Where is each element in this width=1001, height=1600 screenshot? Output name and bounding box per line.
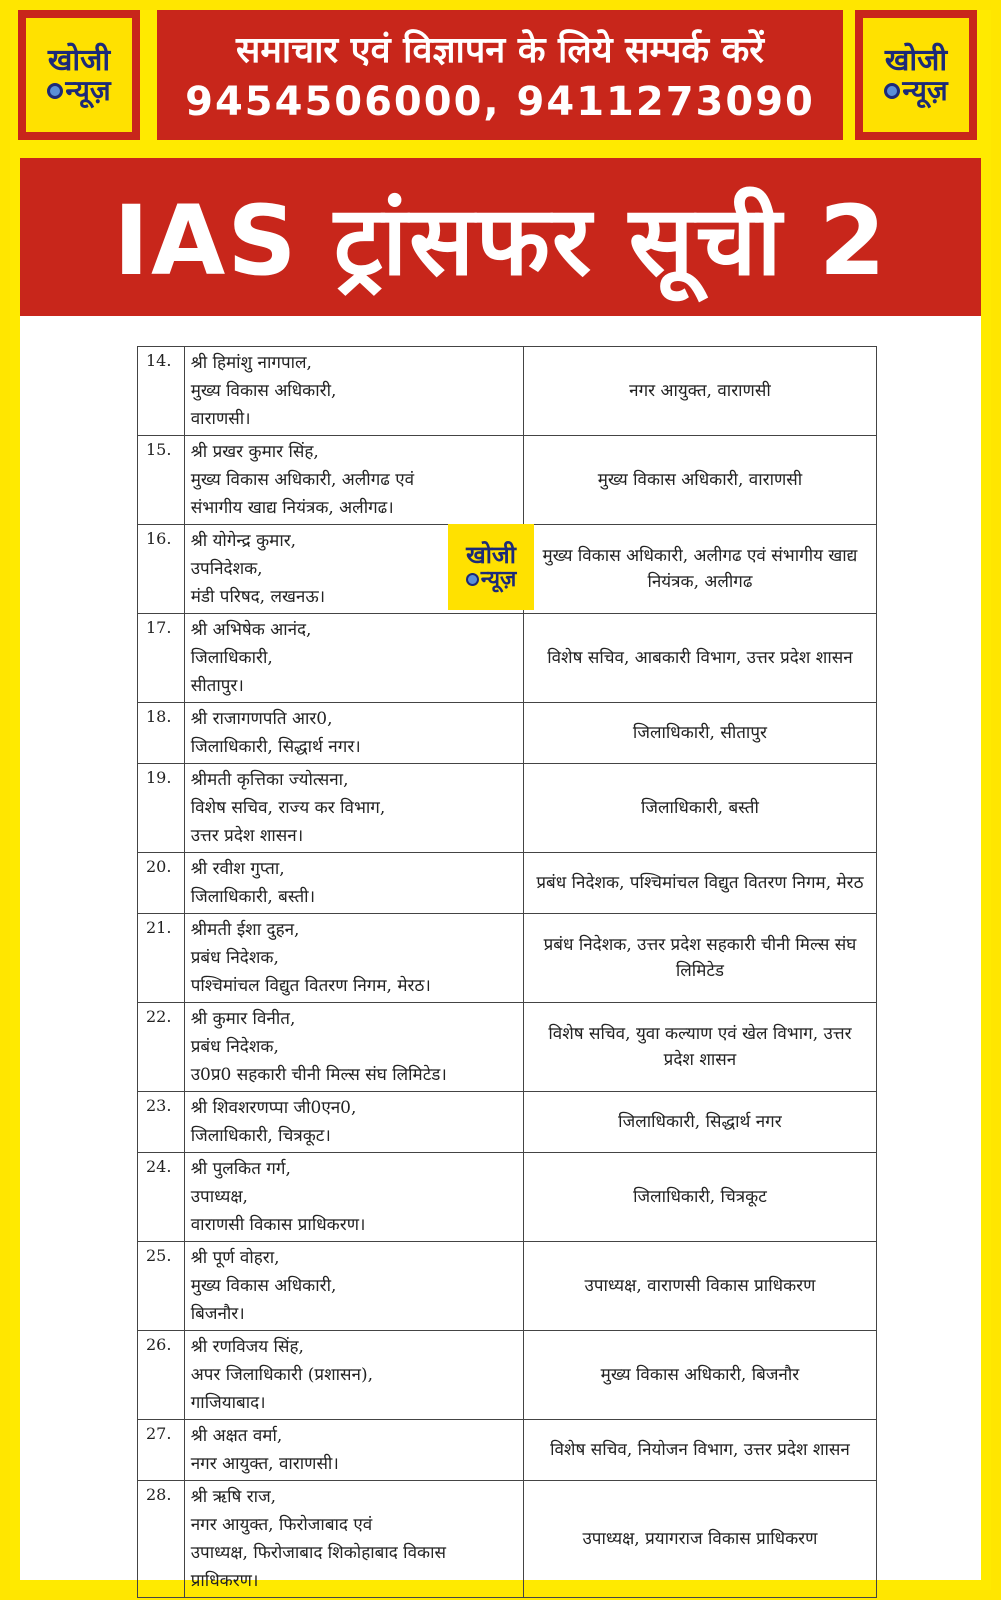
from-cell: श्री कुमार विनीत, प्रबंध निदेशक, उ0प्र0 सहकारी चीनी मिल्स संघ लिमिटेड। — [184, 1003, 523, 1092]
row-number: 16. — [138, 525, 185, 614]
to-cell: मुख्य विकास अधिकारी, अलीगढ एवं संभागीय खाद्य नियंत्रक, अलीगढ — [523, 525, 876, 614]
row-number: 22. — [138, 1003, 185, 1092]
from-cell: श्री शिवशरणप्पा जी0एन0, जिलाधिकारी, चित्रकूट। — [184, 1092, 523, 1153]
from-cell: श्री रवीश गुप्ता, जिलाधिकारी, बस्ती। — [184, 853, 523, 914]
from-cell: श्री हिमांशु नागपाल, मुख्य विकास अधिकारी, वाराणसी। — [184, 347, 523, 436]
from-cell: श्री रणविजय सिंह, अपर जिलाधिकारी (प्रशासन), गाजियाबाद। — [184, 1331, 523, 1420]
to-cell: मुख्य विकास अधिकारी, बिजनौर — [523, 1331, 876, 1420]
to-cell: विशेष सचिव, नियोजन विभाग, उत्तर प्रदेश शासन — [523, 1420, 876, 1481]
from-cell: श्री पूर्ण वोहरा, मुख्य विकास अधिकारी, बिजनौर। — [184, 1242, 523, 1331]
row-number: 26. — [138, 1331, 185, 1420]
watermark-logo — [448, 524, 534, 610]
row-number: 20. — [138, 853, 185, 914]
row-number: 25. — [138, 1242, 185, 1331]
table-row — [138, 1481, 877, 1598]
to-cell: जिलाधिकारी, सीतापुर — [523, 703, 876, 764]
logo-right — [855, 10, 977, 140]
table-row — [138, 1003, 877, 1092]
logo-text-2: न्यूज़ — [65, 74, 111, 108]
row-number: 28. — [138, 1481, 185, 1598]
row-number: 23. — [138, 1092, 185, 1153]
to-cell: उपाध्यक्ष, वाराणसी विकास प्राधिकरण — [523, 1242, 876, 1331]
magnifier-icon — [884, 83, 900, 99]
table-row — [138, 1153, 877, 1242]
table-row — [138, 347, 877, 436]
table-row — [138, 1242, 877, 1331]
page-title: IAS ट्रांसफर सूची 2 — [20, 158, 981, 316]
from-cell: श्रीमती कृत्तिका ज्योत्सना, विशेष सचिव, राज्य कर विभाग, उत्तर प्रदेश शासन। — [184, 764, 523, 853]
to-cell: प्रबंध निदेशक, उत्तर प्रदेश सहकारी चीनी मिल्स संघ लिमिटेड — [523, 914, 876, 1003]
table-row — [138, 614, 877, 703]
row-number: 17. — [138, 614, 185, 703]
logo-text-2: न्यूज़ — [902, 74, 948, 108]
logo-left — [18, 10, 140, 140]
contact-banner — [157, 10, 843, 140]
row-number: 18. — [138, 703, 185, 764]
table-row — [138, 436, 877, 525]
table-row — [138, 914, 877, 1003]
to-cell: उपाध्यक्ष, प्रयागराज विकास प्राधिकरण — [523, 1481, 876, 1598]
table-row — [138, 1331, 877, 1420]
magnifier-icon — [466, 573, 479, 586]
row-number: 24. — [138, 1153, 185, 1242]
contact-phones: 9454506000, 9411273090 — [185, 79, 815, 125]
table-row — [138, 1420, 877, 1481]
from-cell: श्री अभिषेक आनंद, जिलाधिकारी, सीतापुर। — [184, 614, 523, 703]
table-row — [138, 764, 877, 853]
from-cell: श्री प्रखर कुमार सिंह, मुख्य विकास अधिकारी, अलीगढ एवं संभागीय खाद्य नियंत्रक, अलीगढ। — [184, 436, 523, 525]
from-cell: श्री ऋषि राज, नगर आयुक्त, फिरोजाबाद एवं उपाध्यक्ष, फिरोजाबाद शिकोहाबाद विकास प्राधिकरण। — [184, 1481, 523, 1598]
magnifier-icon — [47, 83, 63, 99]
table-row — [138, 853, 877, 914]
row-number: 27. — [138, 1420, 185, 1481]
to-cell: जिलाधिकारी, सिद्धार्थ नगर — [523, 1092, 876, 1153]
to-cell: प्रबंध निदेशक, पश्चिमांचल विद्युत वितरण निगम, मेरठ — [523, 853, 876, 914]
from-cell: श्री राजागणपति आर0, जिलाधिकारी, सिद्धार्थ नगर। — [184, 703, 523, 764]
from-cell: श्री पुलकित गर्ग, उपाध्यक्ष, वाराणसी विकास प्राधिकरण। — [184, 1153, 523, 1242]
row-number: 14. — [138, 347, 185, 436]
from-cell: श्री अक्षत वर्मा, नगर आयुक्त, वाराणसी। — [184, 1420, 523, 1481]
table-row — [138, 703, 877, 764]
from-cell: श्रीमती ईशा दुहन, प्रबंध निदेशक, पश्चिमांचल विद्युत वितरण निगम, मेरठ। — [184, 914, 523, 1003]
to-cell: विशेष सचिव, युवा कल्याण एवं खेल विभाग, उत्तर प्रदेश शासन — [523, 1003, 876, 1092]
to-cell: विशेष सचिव, आबकारी विभाग, उत्तर प्रदेश शासन — [523, 614, 876, 703]
transfer-list — [20, 316, 981, 1591]
to-cell: जिलाधिकारी, चित्रकूट — [523, 1153, 876, 1242]
from-cell: श्री योगेन्द्र कुमार, उपनिदेशक, मंडी परिषद, लखनऊ। — [184, 525, 523, 614]
watermark-text-2: न्यूज़ — [480, 567, 517, 593]
row-number: 15. — [138, 436, 185, 525]
row-number: 19. — [138, 764, 185, 853]
contact-text: समाचार एवं विज्ञापन के लिये सम्पर्क करें — [236, 30, 764, 71]
watermark-text-1: खोजी — [466, 540, 516, 569]
logo-text-1: खोजी — [47, 42, 111, 78]
to-cell: मुख्य विकास अधिकारी, वाराणसी — [523, 436, 876, 525]
to-cell: नगर आयुक्त, वाराणसी — [523, 347, 876, 436]
to-cell: जिलाधिकारी, बस्ती — [523, 764, 876, 853]
row-number: 21. — [138, 914, 185, 1003]
logo-text-1: खोजी — [884, 42, 948, 78]
table-row — [138, 1092, 877, 1153]
